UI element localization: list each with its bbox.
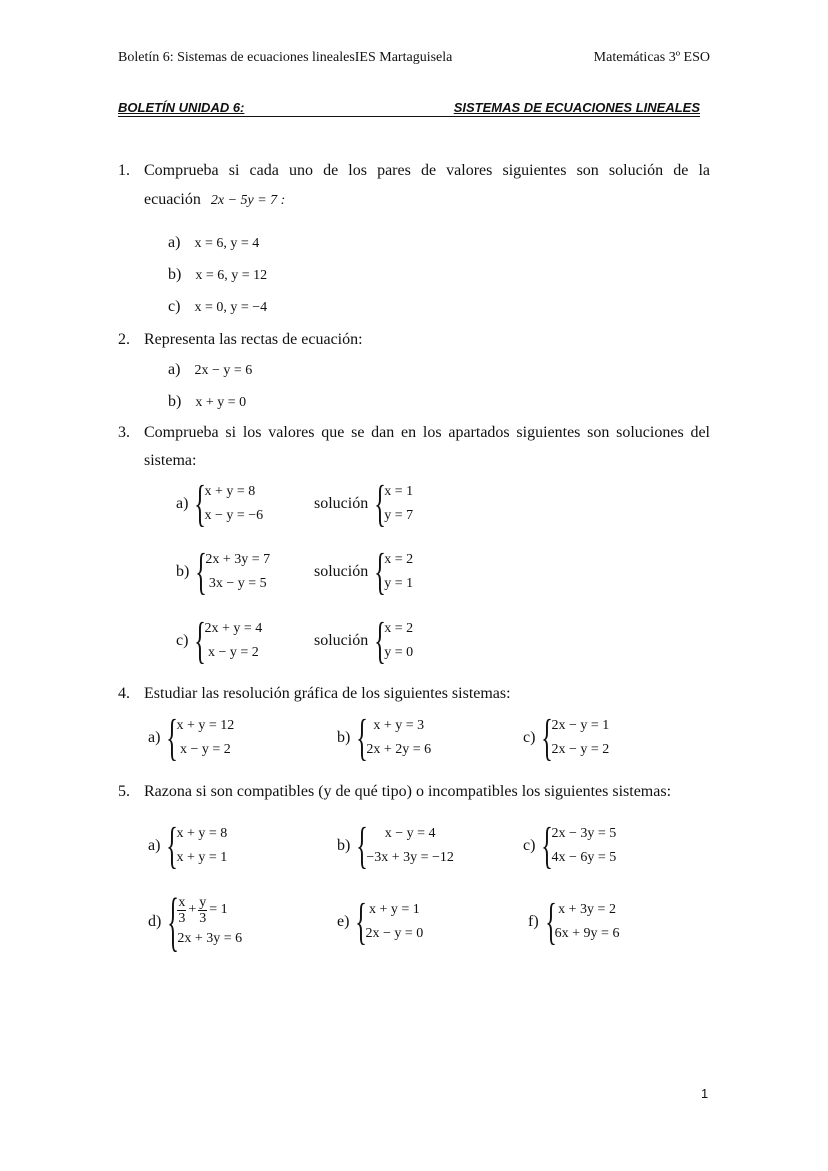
question-text: ecuación bbox=[144, 191, 201, 208]
solution-3c bbox=[314, 612, 414, 669]
header-left: Boletín 6: Sistemas de ecuaciones linealesIES Martaguisela bbox=[118, 50, 453, 65]
question-text: Comprueba si cada uno de los pares de valores siguientes son solución de la bbox=[144, 162, 710, 179]
item-2b bbox=[168, 393, 246, 411]
brace-icon: { bbox=[195, 543, 208, 600]
equation: 3x − y = 5 bbox=[208, 576, 267, 591]
system-5c bbox=[523, 817, 617, 874]
system-4b bbox=[337, 709, 432, 766]
equation: x + y = 3 bbox=[373, 718, 425, 733]
question-number: 1. bbox=[118, 162, 130, 179]
question-text: Razona si son compatibles (y de qué tipo) o incompatibles los siguientes sistemas: bbox=[144, 783, 672, 800]
question-1-line2 bbox=[144, 191, 285, 209]
equation: x + y = 1 bbox=[176, 850, 228, 865]
equation: x = 2 bbox=[384, 552, 414, 567]
equation-rhs: = 1 bbox=[209, 902, 228, 917]
item-label: d) bbox=[148, 913, 162, 930]
brace-icon: { bbox=[167, 884, 180, 958]
equation: 2x − y = 2 bbox=[551, 742, 610, 757]
system-5f bbox=[528, 893, 620, 950]
system-3b bbox=[176, 543, 271, 600]
item-label: b) bbox=[168, 266, 182, 283]
equation: x − y = 4 bbox=[384, 826, 436, 841]
equation: y = 0 bbox=[384, 645, 414, 660]
equation: x − y = 2 bbox=[207, 645, 259, 660]
equation: 2x − y = 6 bbox=[194, 363, 253, 378]
item-1a bbox=[168, 234, 259, 252]
equation: 2x − 3y = 5 bbox=[551, 826, 617, 841]
brace-icon: { bbox=[194, 612, 207, 669]
equation: 6x + 9y = 6 bbox=[554, 926, 620, 941]
system-5e bbox=[337, 893, 424, 950]
question-text: Representa las rectas de ecuación: bbox=[144, 331, 363, 348]
denominator: 3 bbox=[178, 910, 186, 926]
equation: 2x − y = 0 bbox=[365, 926, 424, 941]
title-left: BOLETÍN UNIDAD 6: bbox=[118, 100, 245, 115]
title-right: SISTEMAS DE ECUACIONES LINEALES bbox=[453, 100, 700, 115]
equation: x + y = 1 bbox=[368, 902, 420, 917]
question-5 bbox=[118, 783, 710, 803]
fraction-equation bbox=[177, 893, 242, 927]
equation: 2x + 2y = 6 bbox=[366, 742, 432, 757]
question-number: 5. bbox=[118, 783, 130, 800]
question-text: Estudiar las resolución gráfica de los siguientes sistemas: bbox=[144, 685, 511, 702]
solution-3a bbox=[314, 475, 414, 532]
equation: x + 3y = 2 bbox=[558, 902, 616, 917]
numerator: y bbox=[199, 894, 207, 910]
operator: + bbox=[188, 902, 197, 917]
system-5a bbox=[148, 817, 228, 874]
question-number: 4. bbox=[118, 685, 130, 702]
equation: 2x + y = 4 bbox=[204, 621, 263, 636]
equation: 2x − 5y = 7 : bbox=[210, 193, 286, 208]
brace-icon: { bbox=[166, 709, 179, 766]
equation: 2x − y = 1 bbox=[551, 718, 610, 733]
equation: x − y = −6 bbox=[204, 508, 264, 523]
item-label: a) bbox=[148, 837, 161, 854]
item-1b bbox=[168, 266, 267, 284]
brace-icon: { bbox=[374, 543, 387, 600]
brace-icon: { bbox=[194, 475, 207, 532]
equation: x + y = 8 bbox=[204, 484, 256, 499]
item-label: e) bbox=[337, 913, 350, 930]
item-label: c) bbox=[523, 729, 536, 746]
question-number: 3. bbox=[118, 424, 130, 441]
question-number: 2. bbox=[118, 331, 130, 348]
system-4a bbox=[148, 709, 235, 766]
question-4 bbox=[118, 685, 710, 705]
fraction bbox=[198, 895, 207, 926]
question-2 bbox=[118, 331, 710, 351]
brace-icon: { bbox=[356, 709, 369, 766]
item-label: f) bbox=[528, 913, 539, 930]
solution-3b bbox=[314, 543, 414, 600]
equation: x = 6, y = 4 bbox=[194, 236, 260, 251]
equation: x + y = 8 bbox=[176, 826, 228, 841]
solution-label: solución bbox=[314, 632, 369, 649]
system-3a bbox=[176, 475, 264, 532]
brace-icon: { bbox=[356, 817, 369, 874]
equation: x + y = 12 bbox=[176, 718, 235, 733]
item-1c bbox=[168, 298, 267, 316]
brace-icon: { bbox=[544, 893, 557, 950]
header-right: Matemáticas 3º ESO bbox=[593, 50, 710, 65]
equation: x = 2 bbox=[384, 621, 414, 636]
question-3 bbox=[118, 424, 710, 444]
equation: −3x + 3y = −12 bbox=[366, 850, 454, 865]
item-label: a) bbox=[176, 495, 189, 512]
question-1 bbox=[118, 162, 710, 182]
item-label: c) bbox=[523, 837, 536, 854]
solution-label: solución bbox=[314, 563, 369, 580]
equation: x + y = 0 bbox=[195, 395, 247, 410]
equation: y = 7 bbox=[384, 508, 414, 523]
equation: x = 1 bbox=[384, 484, 414, 499]
system-4c bbox=[523, 709, 610, 766]
brace-icon: { bbox=[541, 817, 554, 874]
item-label: b) bbox=[337, 837, 351, 854]
equation: y = 1 bbox=[384, 576, 414, 591]
item-label: a) bbox=[168, 361, 181, 378]
numerator: x bbox=[178, 894, 186, 910]
item-label: a) bbox=[148, 729, 161, 746]
equation: 2x + 3y = 6 bbox=[177, 931, 243, 946]
item-label: b) bbox=[168, 393, 182, 410]
equation: x = 6, y = 12 bbox=[195, 268, 268, 283]
system-3c bbox=[176, 612, 263, 669]
brace-icon: { bbox=[355, 893, 368, 950]
denominator: 3 bbox=[199, 910, 207, 926]
equation: x − y = 2 bbox=[179, 742, 231, 757]
brace-icon: { bbox=[541, 709, 554, 766]
item-label: a) bbox=[168, 234, 181, 251]
brace-icon: { bbox=[374, 612, 387, 669]
brace-icon: { bbox=[374, 475, 387, 532]
item-2a bbox=[168, 361, 252, 379]
equation: 4x − 6y = 5 bbox=[551, 850, 617, 865]
equation: x = 0, y = −4 bbox=[194, 300, 268, 315]
question-text: Comprueba si los valores que se dan en los apartados siguientes son soluciones del bbox=[144, 424, 710, 441]
system-5d bbox=[148, 884, 243, 958]
question-3-line2: sistema: bbox=[144, 452, 197, 469]
equation: 2x + 3y = 7 bbox=[205, 552, 271, 567]
item-label: b) bbox=[176, 563, 190, 580]
page-number: 1 bbox=[701, 1086, 709, 1101]
brace-icon: { bbox=[166, 817, 179, 874]
item-label: b) bbox=[337, 729, 351, 746]
item-label: c) bbox=[168, 298, 181, 315]
item-label: c) bbox=[176, 632, 189, 649]
solution-label: solución bbox=[314, 495, 369, 512]
system-5b bbox=[337, 817, 454, 874]
bulletin-title bbox=[118, 100, 700, 117]
